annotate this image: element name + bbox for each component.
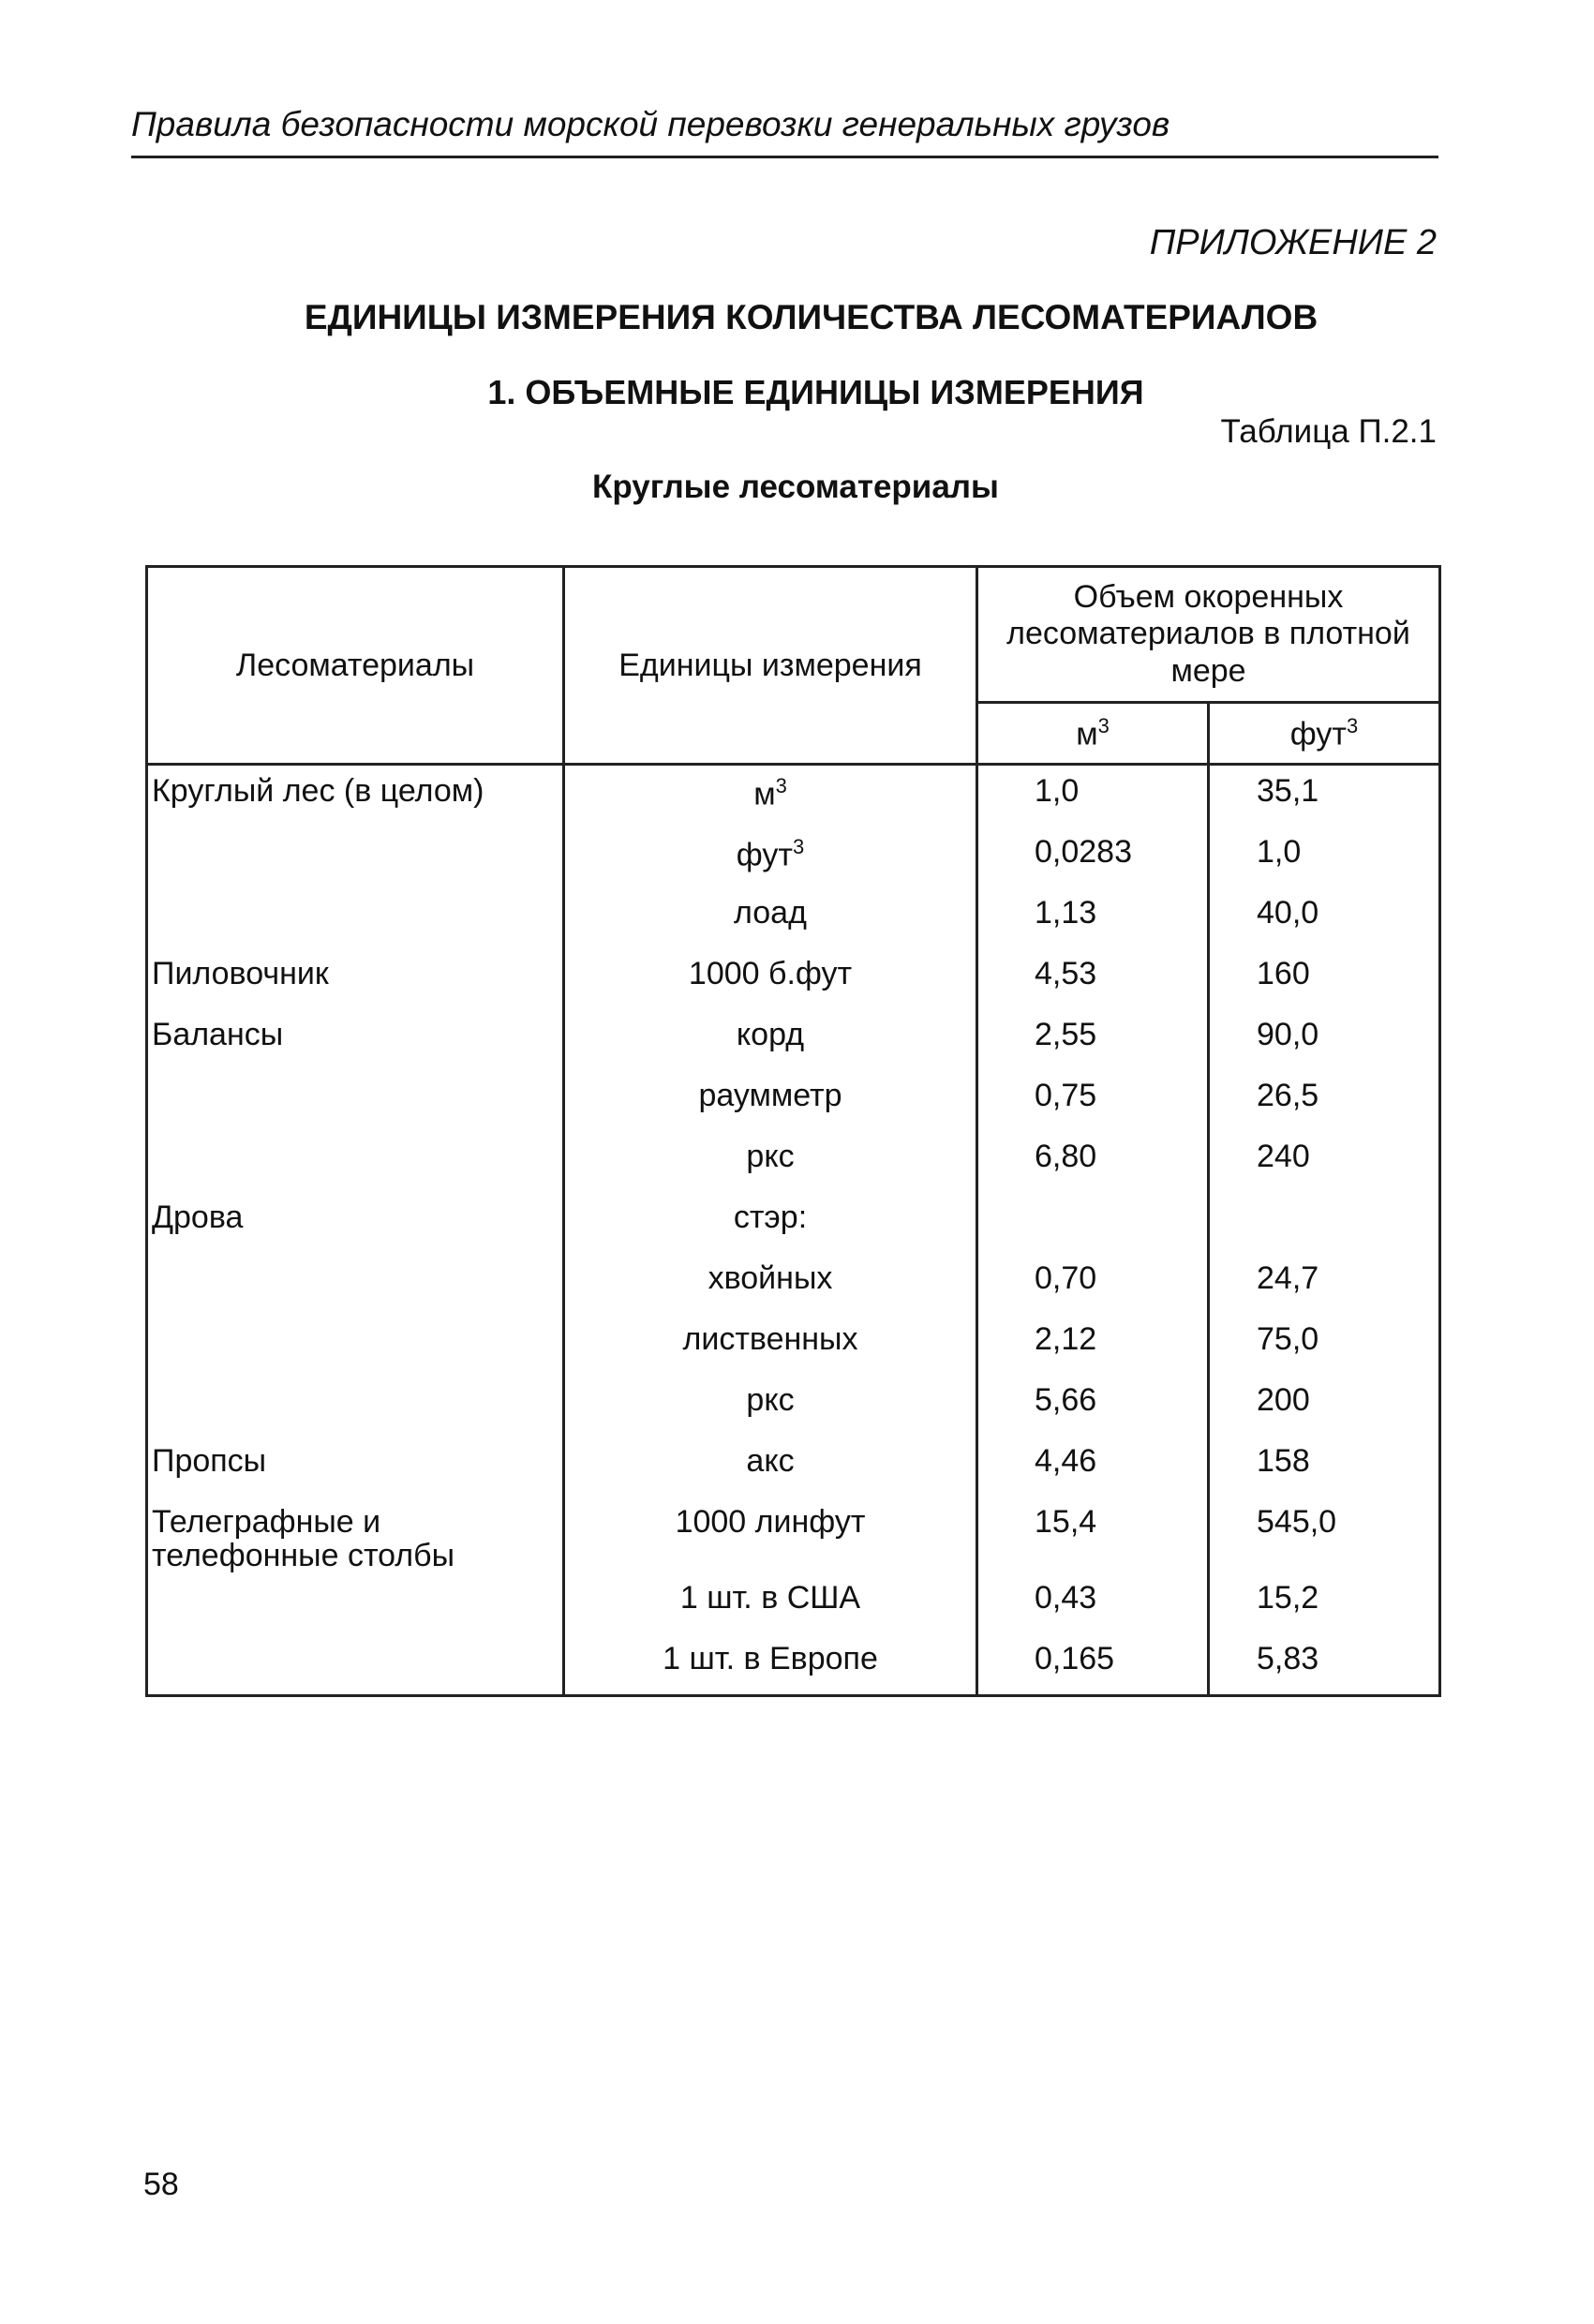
timber-units-table [145, 565, 1441, 1697]
cell-unit [564, 1436, 977, 1497]
section-subtitle: 1. ОБЪЕМНЫЕ ЕДИНИЦЫ ИЗМЕРЕНИЯ [487, 373, 1144, 411]
cell-timber: Телеграфные и телефонные столбы [147, 1497, 564, 1572]
cell-timber [147, 1572, 564, 1633]
cell-ft3: 5,83 [1209, 1633, 1440, 1696]
cell-ft3: 35,1 [1209, 765, 1440, 827]
header-volume: Объем окоренных лесоматериалов в плотной мере [977, 567, 1440, 703]
header-ft3-base: фут [1289, 716, 1347, 752]
cell-ft3: 26,5 [1209, 1070, 1440, 1131]
table-row [147, 948, 1440, 1009]
cell-timber: Балансы [147, 1009, 564, 1070]
cell-unit [564, 1497, 977, 1572]
cell-ft3: 1,0 [1209, 827, 1440, 887]
cell-timber: Пиловочник [147, 948, 564, 1009]
cell-m3: 1,0 [977, 765, 1209, 827]
cell-timber [147, 1253, 564, 1314]
cell-ft3: 40,0 [1209, 887, 1440, 948]
cell-m3: 0,75 [977, 1070, 1209, 1131]
table-row [147, 1192, 1440, 1253]
cell-m3: 4,46 [977, 1436, 1209, 1497]
cell-timber [147, 1314, 564, 1375]
unit-text: акс [746, 1443, 795, 1479]
cell-ft3: 545,0 [1209, 1497, 1440, 1572]
cell-timber: Дрова [147, 1192, 564, 1253]
page-title: ЕДИНИЦЫ ИЗМЕРЕНИЯ КОЛИЧЕСТВА ЛЕСОМАТЕРИАЛОВ [304, 298, 1318, 336]
cell-unit [564, 1192, 977, 1253]
unit-text: ркс [746, 1382, 795, 1418]
cell-unit [564, 827, 977, 887]
cell-m3: 0,43 [977, 1572, 1209, 1633]
table-row [147, 887, 1440, 948]
unit-text: хвойных [708, 1260, 833, 1296]
cell-unit [564, 1070, 977, 1131]
cell-m3: 5,66 [977, 1375, 1209, 1436]
table-row [147, 1009, 1440, 1070]
table-row [147, 1497, 1440, 1572]
cell-timber [147, 1633, 564, 1696]
unit-text: лоад [734, 895, 807, 931]
cell-m3: 2,12 [977, 1314, 1209, 1375]
cell-m3: 0,165 [977, 1633, 1209, 1696]
table-caption: Круглые лесоматериалы [592, 469, 999, 505]
cell-unit [564, 1009, 977, 1070]
unit-text: ркс [746, 1139, 795, 1174]
cell-ft3 [1209, 1192, 1440, 1253]
header-timber: Лесоматериалы [147, 567, 564, 765]
header-ft3 [1209, 703, 1440, 765]
unit-text: 1 шт. в США [679, 1580, 861, 1616]
unit-exp: 3 [775, 774, 787, 797]
unit-text: фут [736, 837, 793, 873]
table-label: Таблица П.2.1 [1220, 413, 1437, 450]
header-rule [131, 156, 1438, 158]
cell-m3: 15,4 [977, 1497, 1209, 1572]
page-number: 58 [143, 2167, 179, 2202]
header-ft3-exp: 3 [1346, 713, 1359, 737]
cell-unit [564, 948, 977, 1009]
unit-text: раумметр [698, 1078, 842, 1113]
table-body [147, 765, 1440, 1696]
unit-text: корд [736, 1017, 805, 1052]
cell-timber [147, 1070, 564, 1131]
cell-ft3: 75,0 [1209, 1314, 1440, 1375]
table-row [147, 1131, 1440, 1192]
cell-ft3: 240 [1209, 1131, 1440, 1192]
cell-m3: 1,13 [977, 887, 1209, 948]
unit-text: 1 шт. в Европе [663, 1641, 878, 1677]
cell-unit [564, 1572, 977, 1633]
cell-timber [147, 887, 564, 948]
cell-m3: 6,80 [977, 1131, 1209, 1192]
cell-m3: 2,55 [977, 1009, 1209, 1070]
table-row [147, 765, 1440, 827]
cell-m3 [977, 1192, 1209, 1253]
cell-ft3: 160 [1209, 948, 1440, 1009]
running-header: Правила безопасности морской перевозки генеральных грузов [131, 105, 1170, 143]
cell-unit [564, 765, 977, 827]
header-m3 [977, 703, 1209, 765]
cell-timber [147, 827, 564, 887]
cell-unit [564, 1375, 977, 1436]
header-m3-base: м [1076, 716, 1098, 752]
cell-timber: Пропсы [147, 1436, 564, 1497]
cell-timber [147, 1131, 564, 1192]
cell-ft3: 90,0 [1209, 1009, 1440, 1070]
cell-unit [564, 1314, 977, 1375]
header-m3-exp: 3 [1097, 713, 1110, 737]
cell-ft3: 158 [1209, 1436, 1440, 1497]
cell-unit [564, 887, 977, 948]
unit-text: лиственных [682, 1321, 858, 1357]
table-row [147, 1375, 1440, 1436]
cell-timber [147, 1375, 564, 1436]
table-row [147, 1253, 1440, 1314]
unit-text: стэр: [733, 1199, 808, 1235]
cell-m3: 0,0283 [977, 827, 1209, 887]
unit-exp: 3 [792, 835, 805, 858]
header-units: Единицы измерения [564, 567, 977, 765]
table-row [147, 827, 1440, 887]
cell-ft3: 15,2 [1209, 1572, 1440, 1633]
cell-m3: 0,70 [977, 1253, 1209, 1314]
unit-text: 1000 линфут [675, 1504, 866, 1540]
cell-ft3: 24,7 [1209, 1253, 1440, 1314]
table-row [147, 1314, 1440, 1375]
appendix-label: ПРИЛОЖЕНИЕ 2 [1149, 223, 1437, 262]
unit-text: м [753, 776, 776, 812]
cell-unit [564, 1633, 977, 1696]
table-row [147, 1070, 1440, 1131]
cell-timber: Круглый лес (в целом) [147, 765, 564, 827]
cell-unit [564, 1131, 977, 1192]
table-row [147, 1572, 1440, 1633]
table-row [147, 1633, 1440, 1696]
unit-text: 1000 б.фут [688, 956, 853, 991]
cell-ft3: 200 [1209, 1375, 1440, 1436]
cell-unit [564, 1253, 977, 1314]
cell-m3: 4,53 [977, 948, 1209, 1009]
table-row [147, 1436, 1440, 1497]
